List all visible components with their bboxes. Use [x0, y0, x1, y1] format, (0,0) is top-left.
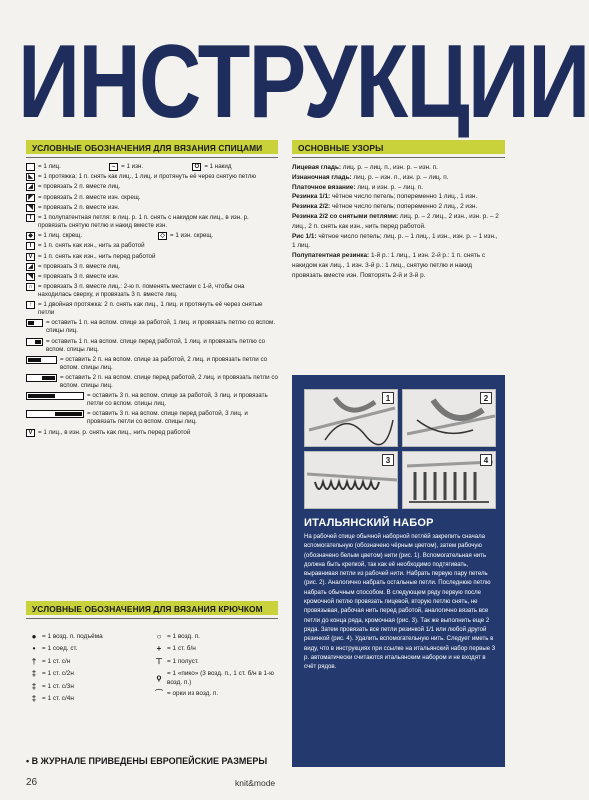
list-item: ● = 1 возд. п. подъёма	[31, 631, 103, 641]
list-item: = оставить 2 п. на вспом. спице за работой, 2 лиц. и провязать петли со вспом. спицы лиц.	[26, 356, 278, 372]
p2tog-symbol: ◥	[26, 204, 35, 212]
list-item: Платочное вязание: лиц. и изн. р. – лиц. п.	[292, 183, 423, 191]
list-item: ◤ = провязать 2 п. вместе изн. скрещ.	[26, 194, 278, 202]
list-item: = оставить 1 п. на вспом. спице за работой, 1 лиц. и провязать петлю со вспом. спицы лиц.	[26, 319, 278, 335]
list-item: ↑ = 1 двойная протяжка: 2 п. снять как лиц., 1 лиц. и протянуть её через снятые петли	[26, 301, 278, 317]
knit-stitch-symbol	[26, 163, 35, 171]
yarn-over-symbol: O	[192, 163, 201, 171]
list-item: = оставить 1 п. на вспом. спице перед работой, 1 лиц. и провязать петлю со вспом. спицы лиц.	[26, 338, 278, 354]
cable-1-front-symbol	[26, 338, 43, 346]
slip-pass-symbol: ◣	[26, 173, 35, 181]
list-item: I = 1 п. снять как изн., нить за работой	[26, 242, 278, 250]
purl-tbl-symbol: ◇	[158, 232, 167, 240]
list-item: ∩ = провязать 3 п. вместе лиц.: 2-ю п. поменять местами с 1-й, чтобы она находилась сверху, и провязать 3 п. вместе лиц.	[26, 283, 278, 299]
list-item: ϙ = 1 «пико» (3 возд. п., 1 ст. б/н в 1-ю возд. п.)	[156, 669, 274, 686]
list-item: ◥ = провязать 3 п. вместе изн.	[26, 273, 278, 281]
knit-heading: УСЛОВНЫЕ ОБОЗНАЧЕНИЯ ДЛЯ ВЯЗАНИЯ СПИЦАМИ	[32, 143, 263, 153]
knit-basic-row	[26, 163, 278, 171]
italian-cast-on-panel	[292, 375, 505, 767]
cable-2-back-symbol	[26, 356, 57, 364]
cable-1-back-symbol	[26, 319, 43, 327]
knit-symbols-list	[26, 163, 278, 439]
list-item: T = 1 полупатентная петля: в лиц. р. 1 п. снять с накидом как лиц., в изн. р. провязать снятую петлю и накид вместе изн.	[26, 214, 278, 230]
italian-title: ИТАЛЬЯНСКИЙ НАБОР	[304, 517, 434, 529]
list-item: V = 1 п. снять как изн., нить перед работой	[26, 253, 278, 261]
p2tog-tbl-symbol: ◤	[26, 194, 35, 202]
list-item: † = 1 ст. с/н	[31, 656, 71, 666]
list-item: ◆ = 1 лиц. скрещ. ◇ = 1 изн. скрещ.	[26, 232, 278, 240]
slip-wyif-symbol: V	[26, 253, 35, 261]
list-item: ◢ = провязать 2 п. вместе лиц.	[26, 183, 278, 191]
brand-logo: knit&mode	[235, 778, 276, 788]
half-fisherman-symbol: T	[26, 214, 35, 222]
list-item: • = 1 соед. ст.	[32, 644, 78, 654]
step-number: 2	[480, 392, 492, 404]
list-item: ◥ = провязать 2 п. вместе изн.	[26, 204, 278, 212]
list-item: O = 1 накид	[192, 163, 275, 171]
knit-tbl-symbol: ◆	[26, 232, 35, 240]
list-item: + = 1 ст. б/н	[156, 644, 196, 654]
step-number: 1	[382, 392, 394, 404]
step-number: 3	[382, 454, 394, 466]
list-item: V = 1 лиц., в изн. р. снять как лиц., нить перед работой	[26, 429, 278, 437]
page-number: 26	[26, 777, 38, 788]
crochet-symbols-list	[26, 630, 276, 705]
list-item: ◢ = провязать 3 п. вместе лиц.	[26, 263, 278, 271]
crochet-col-left	[26, 630, 151, 705]
list-item: ○ = 1 возд. п.	[156, 631, 200, 641]
list-item: Полупатентная резинка: 1-й р.: 1 лиц., 1 изн. 2-й р.: 1 п. снять с накидом как лиц., 1 изн. 3-й р.: 1 лиц., снятую петлю и накид провязать вместе изн. Повторять 2-й и 3-й р.	[292, 252, 486, 279]
list-item: = оставить 3 п. на вспом. спице за работой, 3 лиц. и провязать петли со вспом. спицы лиц.	[26, 392, 278, 408]
list-item: ‡ = 1 ст. с/3н	[31, 681, 74, 691]
page-title: ИНСТРУКЦИИ	[18, 24, 589, 140]
divider	[26, 618, 278, 619]
list-item: ◣ = 1 протяжка: 1 п. снять как лиц., 1 лиц. и протянуть её через снятую петлю	[26, 173, 278, 181]
list-item: = оставить 3 п. на вспом. спице перед работой, 3 лиц. и провязать петли со вспом. спицы лиц.	[26, 410, 278, 426]
list-item: ⌒ = орки из возд. п.	[155, 689, 219, 699]
divider	[26, 157, 278, 158]
p3tog-symbol: ◥	[26, 273, 35, 281]
list-item: ‡ = 1 ст. с/4н	[31, 694, 74, 704]
sizes-note: • В ЖУРНАЛЕ ПРИВЕДЕНЫ ЕВРОПЕЙСКИЕ РАЗМЕРЫ	[26, 756, 268, 766]
list-item: = оставить 2 п. на вспом. спице перед работой, 2 лиц. и провязать петли со вспом. спицы лиц.	[26, 374, 278, 390]
crochet-heading: УСЛОВНЫЕ ОБОЗНАЧЕНИЯ ДЛЯ ВЯЗАНИЯ КРЮЧКОМ	[32, 604, 263, 614]
step-photo	[304, 451, 398, 509]
list-item: = 1 лиц.	[26, 163, 109, 171]
step-number: 4	[480, 454, 492, 466]
list-item: Рис 1/1: чётное число петель; лиц. р. – 1 лиц., 1 изн., изн. р. – 1 изн., 1 лиц.	[292, 232, 498, 250]
step-photo	[402, 389, 496, 447]
patterns-heading: ОСНОВНЫЕ УЗОРЫ	[298, 143, 384, 153]
divider	[292, 157, 505, 158]
italian-text: На рабочей спице обычной наборной петлёй закрепить сначала вспомогательную (обозначено чёрным цветом), затем рабочую (обозначено белым цветом) нити (рис. 1). Вспомогательная нить должна быть крепкой, так как её необходимо подтягивать, выравнивая петли из рабочей нити. Набрать первую пару петель (рис. 2). Аналогично набрать остальные петли. Последнюю петлю набрать обычным способом. В следующем ряду первую после кромочной петлю провязать лицевой, вторую петлю снять, не провязывая, рабочая нить перед работой, аналогично вязать все петли до конца ряда, кромочная (рис. 3). Так же выполнить еще 2 ряда. Затем провязать все петли резинкой 1/1 или любой другой резинкой (рис. 4). Удалить вспомогательную нить. Следует иметь в виду, что в инструкциях при ссылке на итальянский набор первые 3 р. автоматически считаются итальянским набором и не входят в счёт рядов.	[304, 534, 496, 671]
step-photo	[304, 389, 398, 447]
crochet-col-right	[151, 630, 276, 705]
purl-stitch-symbol: –	[109, 163, 118, 171]
k2tog-symbol: ◢	[26, 183, 35, 191]
k3tog-symbol: ◢	[26, 263, 35, 271]
list-item: Изнаночная гладь: лиц. р. – изн. п., изн. р. – лиц. п.	[292, 173, 449, 181]
list-item: ⊤ = 1 полуст.	[155, 656, 199, 666]
double-slip-symbol: ↑	[26, 301, 35, 309]
knit-slip-symbol: V	[26, 429, 35, 437]
cable-3-front-symbol	[26, 410, 84, 418]
step-photo	[402, 451, 496, 509]
list-item: Резинка 2/2 со снятыми петлями: лиц. р. – 2 лиц., 2 изн., изн. р. – 2 лиц., 2 п. снять как изн., нить перед работой.	[292, 212, 499, 230]
list-item: Лицевая гладь: лиц. р. – лиц. п., изн. р. – изн. п.	[292, 164, 438, 171]
slip-wyib-symbol: I	[26, 242, 35, 250]
patterns-list	[292, 163, 502, 281]
list-item: Резинка 2/2: чётное число петель; попеременно 2 лиц., 2 изн.	[292, 203, 478, 211]
list-item: – = 1 изн.	[109, 163, 192, 171]
k3tog-crossed-symbol: ∩	[26, 283, 35, 291]
cable-3-back-symbol	[26, 392, 84, 400]
list-item: ‡ = 1 ст. с/2н	[31, 669, 74, 679]
cable-2-front-symbol	[26, 374, 57, 382]
list-item: Резинка 1/1: чётное число петель; попеременно 1 лиц., 1 изн.	[292, 193, 478, 201]
